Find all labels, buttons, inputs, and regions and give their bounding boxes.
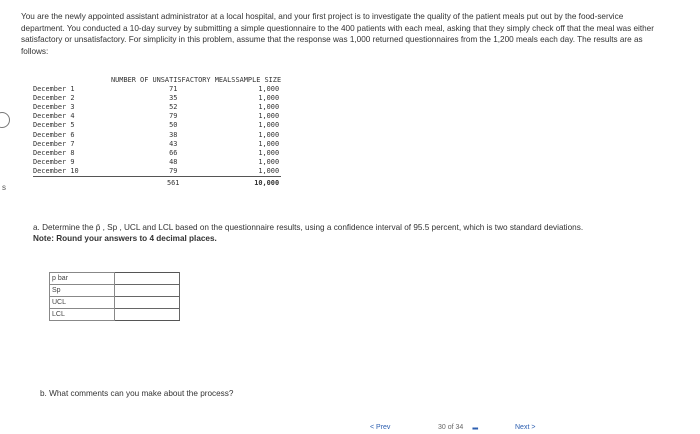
answer-label: LCL [50,309,115,321]
table-row [33,94,281,103]
row-unsatisfactory: 38 [169,130,178,139]
table-row [33,85,281,94]
prev-button[interactable]: < Prev [370,424,391,431]
table-row [33,112,281,121]
answer-row [50,309,180,321]
table-row [33,167,281,177]
row-day: December 3 [33,103,75,112]
table-row [33,121,281,130]
answer-input[interactable] [115,297,180,309]
row-unsatisfactory: 66 [169,148,178,157]
grid-icon[interactable]: ▪▪▪ [472,424,478,433]
total-unsatisfactory: 561 [111,177,235,189]
row-sample-size: 1,000 [258,130,280,139]
row-day: December 4 [33,112,75,121]
question-a [33,222,653,244]
row-unsatisfactory: 50 [169,121,178,130]
row-sample-size: 1,000 [258,121,280,130]
row-day: December 10 [33,166,79,175]
row-day: December 1 [33,85,75,94]
table-row [33,158,281,167]
answer-input[interactable] [115,273,180,285]
question-a-text: a. Determine the p̄ , Sp , UCL and LCL based on the questionnaire results, using a confidence interval of 95.5 percent, which is two standard deviations. [33,223,584,232]
pagination [360,424,700,434]
row-day: December 8 [33,148,75,157]
results-table [33,76,281,188]
row-sample-size: 1,000 [258,157,280,166]
row-unsatisfactory: 79 [169,112,178,121]
answer-row [50,297,180,309]
row-unsatisfactory: 71 [169,85,178,94]
row-sample-size: 1,000 [258,112,280,121]
row-unsatisfactory: 48 [169,157,178,166]
row-day: December 9 [33,157,75,166]
answer-value[interactable] [116,298,178,307]
answer-value[interactable] [116,286,178,295]
question-a-note: Note: Round your answers to 4 decimal places. [33,234,217,243]
page-indicator: 30 of 34 [438,424,464,431]
answer-input[interactable] [115,309,180,321]
answer-label: Sp [50,285,115,297]
row-sample-size: 1,000 [258,103,280,112]
total-sample-size: 10,000 [235,177,281,189]
row-day: December 5 [33,121,75,130]
row-unsatisfactory: 52 [169,103,178,112]
answer-label: UCL [50,297,115,309]
next-button[interactable]: Next > [515,424,536,431]
row-sample-size: 1,000 [258,148,280,157]
problem-intro: You are the newly appointed assistant administrator at a local hospital, and your first project is to investigate the quality of the patient meals put out by the food-service department. You conducted a 10-day survey by submitting a simple questionnaire to the 400 patients with each meal, asking that they simply check off that the meal was either satisfactory or unsatisfactory. For simplicity in this problem, assume that the response was 1,000 returned questionnaires from the 1,200 meals each day. The results are as follows: [21,12,654,56]
answer-row [50,285,180,297]
table-row [33,131,281,140]
answer-label: p bar [50,273,115,285]
answer-input[interactable] [115,285,180,297]
row-unsatisfactory: 43 [169,139,178,148]
table-row [33,140,281,149]
row-sample-size: 1,000 [258,139,280,148]
row-unsatisfactory: 79 [169,166,178,175]
table-row [33,103,281,112]
row-day: December 2 [33,94,75,103]
row-day: December 7 [33,139,75,148]
row-unsatisfactory: 35 [169,94,178,103]
row-sample-size: 1,000 [258,85,280,94]
margin-mark: s [2,183,6,192]
row-sample-size: 1,000 [258,94,280,103]
answer-row [50,273,180,285]
answer-table [49,272,180,321]
col-sample-size-header: SAMPLE SIZE [235,76,282,84]
total-row [33,177,281,189]
col-unsatisfactory-header: NUMBER OF UNSATISFACTORY MEALS [111,76,236,84]
answer-value[interactable] [116,274,178,283]
answer-value[interactable] [116,310,178,319]
circle-marker [0,112,10,128]
row-day: December 6 [33,130,75,139]
row-sample-size: 1,000 [258,166,280,175]
table-row [33,149,281,158]
question-b: b. What comments can you make about the process? [40,389,234,398]
